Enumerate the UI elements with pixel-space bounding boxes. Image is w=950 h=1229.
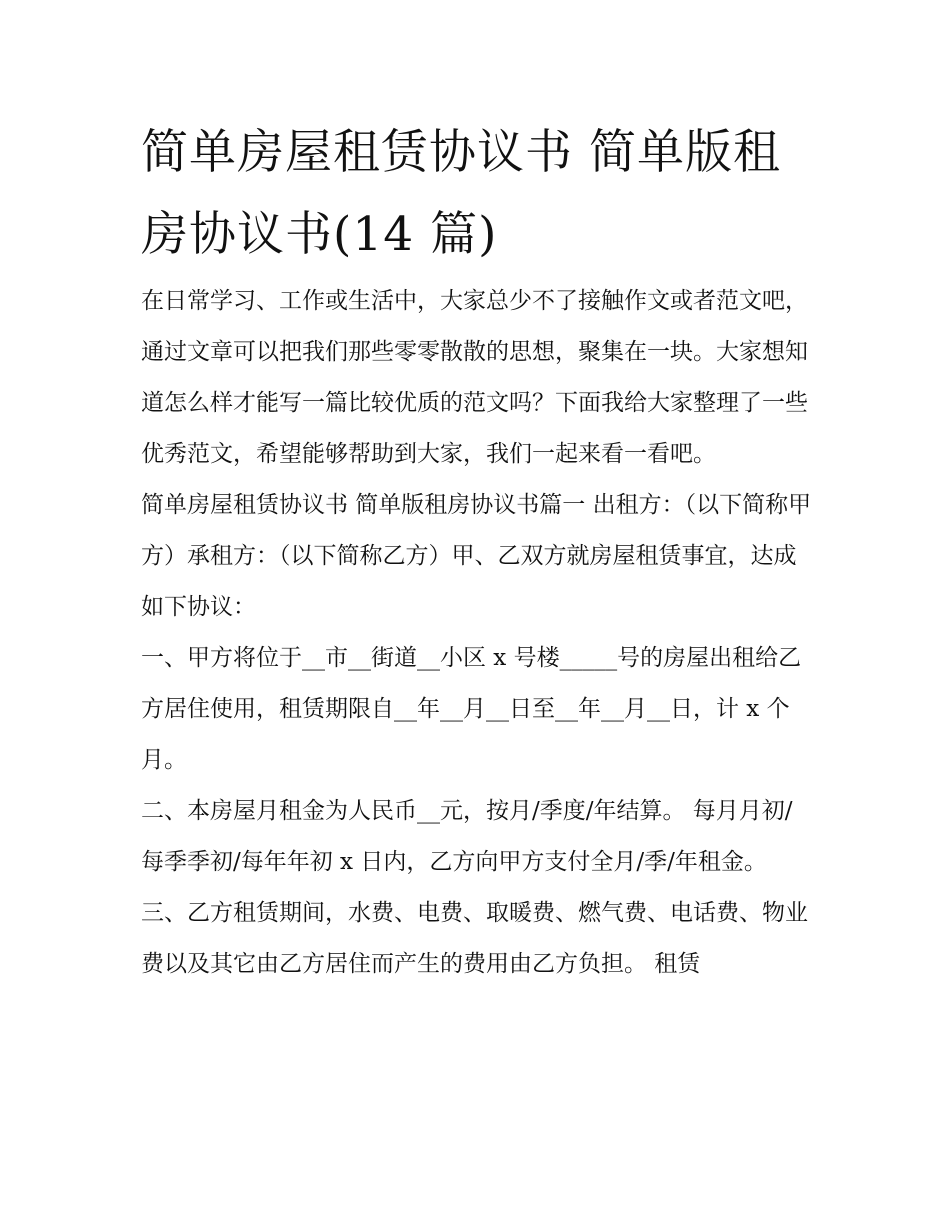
clause-three-paragraph: 三、乙方租赁期间，水费、电费、取暖费、燃气费、电话费、物业费以及其它由乙方居住而产生的费用由乙方负担。 租赁 (141, 900, 808, 977)
document-title: 简单房屋租赁协议书 简单版租房协议书(14 篇) (141, 125, 781, 262)
clause-two-paragraph: 二、本房屋月租金为人民币__元，按月/季度/年结算。 每月月初/每季季初/每年年初 x 日内，乙方向甲方支付全月/季/年租金。 (141, 798, 793, 875)
intro-paragraph: 在日常学习、工作或生活中，大家总少不了接触作文或者范文吧，通过文章可以把我们那些零零散散的思想，聚集在一块。大家想知道怎么样才能写一篇比较优质的范文吗？下面我给大家整理了一些优秀范文，希望能够帮助到大家，我们一起来看一看吧。 (141, 288, 808, 467)
agreement-heading-paragraph: 简单房屋租赁协议书 简单版租房协议书篇一 出租方：（以下简称甲方）承租方：（以下简称乙方）甲、乙双方就房屋租赁事宜，达成如下协议： (141, 492, 812, 620)
document-body (141, 276, 813, 990)
clause-one-paragraph: 一、甲方将位于__市__街道__小区 x 号楼_____号的房屋出租给乙方居住使用，租赁期限自__年__月__日至__年__月__日，计 x 个月。 (141, 645, 802, 773)
